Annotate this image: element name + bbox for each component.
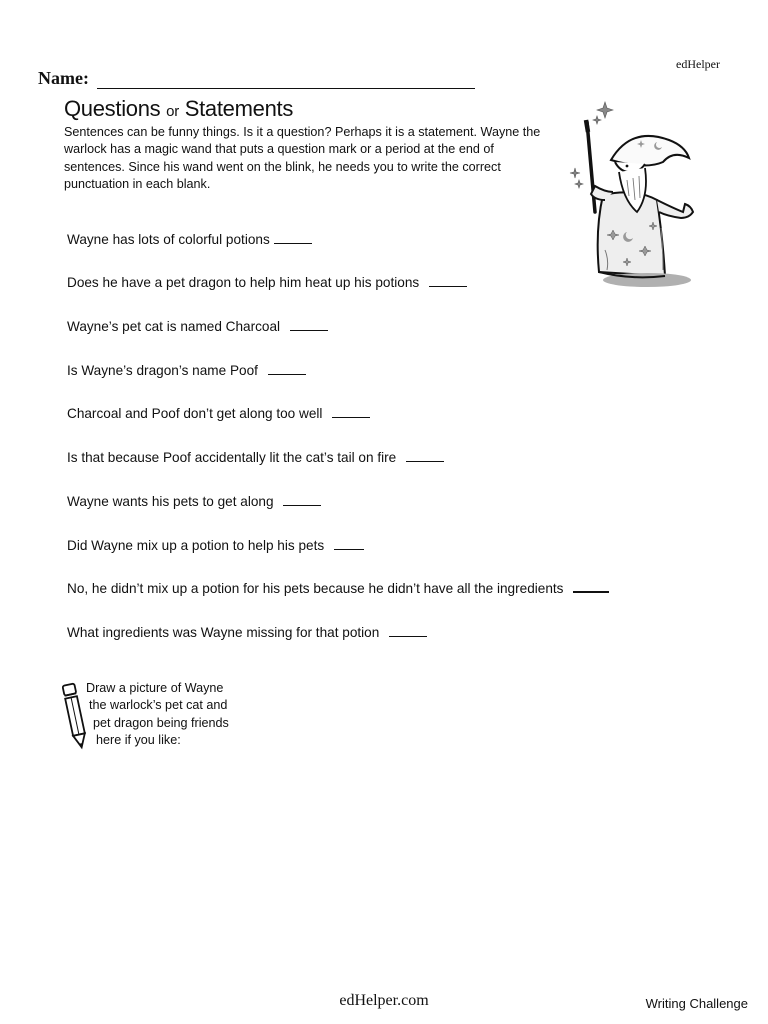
question-6 [67,450,444,465]
answer-blank-6[interactable] [406,459,444,462]
question-10 [67,625,427,640]
answer-blank-3[interactable] [290,328,328,331]
question-10-text: What ingredients was Wayne missing for that potion [67,625,380,640]
question-7 [67,494,321,509]
answer-blank-9[interactable] [573,589,609,593]
title-or: or [166,103,179,120]
question-3-text: Wayne’s pet cat is named Charcoal [67,319,281,334]
answer-blank-8[interactable] [334,547,364,550]
question-8-text: Did Wayne mix up a potion to help his pets [67,538,325,553]
answer-blank-1[interactable] [274,241,312,244]
answer-blank-5[interactable] [332,415,370,418]
drawing-prompt-line-2: the warlock’s pet cat and [89,698,228,713]
answer-blank-7[interactable] [283,503,321,506]
question-1 [67,232,312,247]
title-statements: Statements [184,96,294,121]
question-3 [67,319,328,334]
drawing-prompt-line-4: here if you like: [96,733,181,748]
footer-label: Writing Challenge [645,996,748,1011]
wizard-illustration [565,100,705,290]
pencil-icon [62,680,88,752]
title-questions: Questions [64,96,161,121]
name-field[interactable] [97,72,475,89]
question-9-text: No, he didn’t mix up a potion for his pets because he didn’t have all the ingredients [67,581,564,596]
question-1-text: Wayne has lots of colorful potions [67,232,270,247]
name-label: Name: [38,68,89,88]
footer-site: edHelper.com [339,992,429,1009]
worksheet-title [64,96,293,122]
question-5 [67,406,370,421]
brand-label: edHelper [676,57,720,71]
question-7-text: Wayne wants his pets to get along [67,494,274,509]
question-4 [67,363,306,378]
intro-paragraph: Sentences can be funny things. Is it a question? Perhaps it is a statement. Wayne the warlock has a magic wand that puts a question mark or a period at the end of sentences. Since his wand went on the blink, he needs you to write the correct punctuation in each blank. [64,125,541,192]
drawing-prompt [86,680,229,750]
answer-blank-10[interactable] [389,634,427,637]
question-2-text: Does he have a pet dragon to help him heat up his potions [67,275,420,290]
drawing-prompt-line-1: Draw a picture of Wayne [86,681,224,695]
question-9 [67,581,609,596]
answer-blank-2[interactable] [429,284,467,287]
question-8 [67,538,364,553]
name-row [38,68,475,89]
answer-blank-4[interactable] [268,372,306,375]
question-2 [67,275,467,290]
drawing-prompt-line-3: pet dragon being friends [93,715,229,730]
question-5-text: Charcoal and Poof don’t get along too well [67,406,323,421]
question-6-text: Is that because Poof accidentally lit the cat’s tail on fire [67,450,397,465]
question-4-text: Is Wayne’s dragon’s name Poof [67,363,258,378]
